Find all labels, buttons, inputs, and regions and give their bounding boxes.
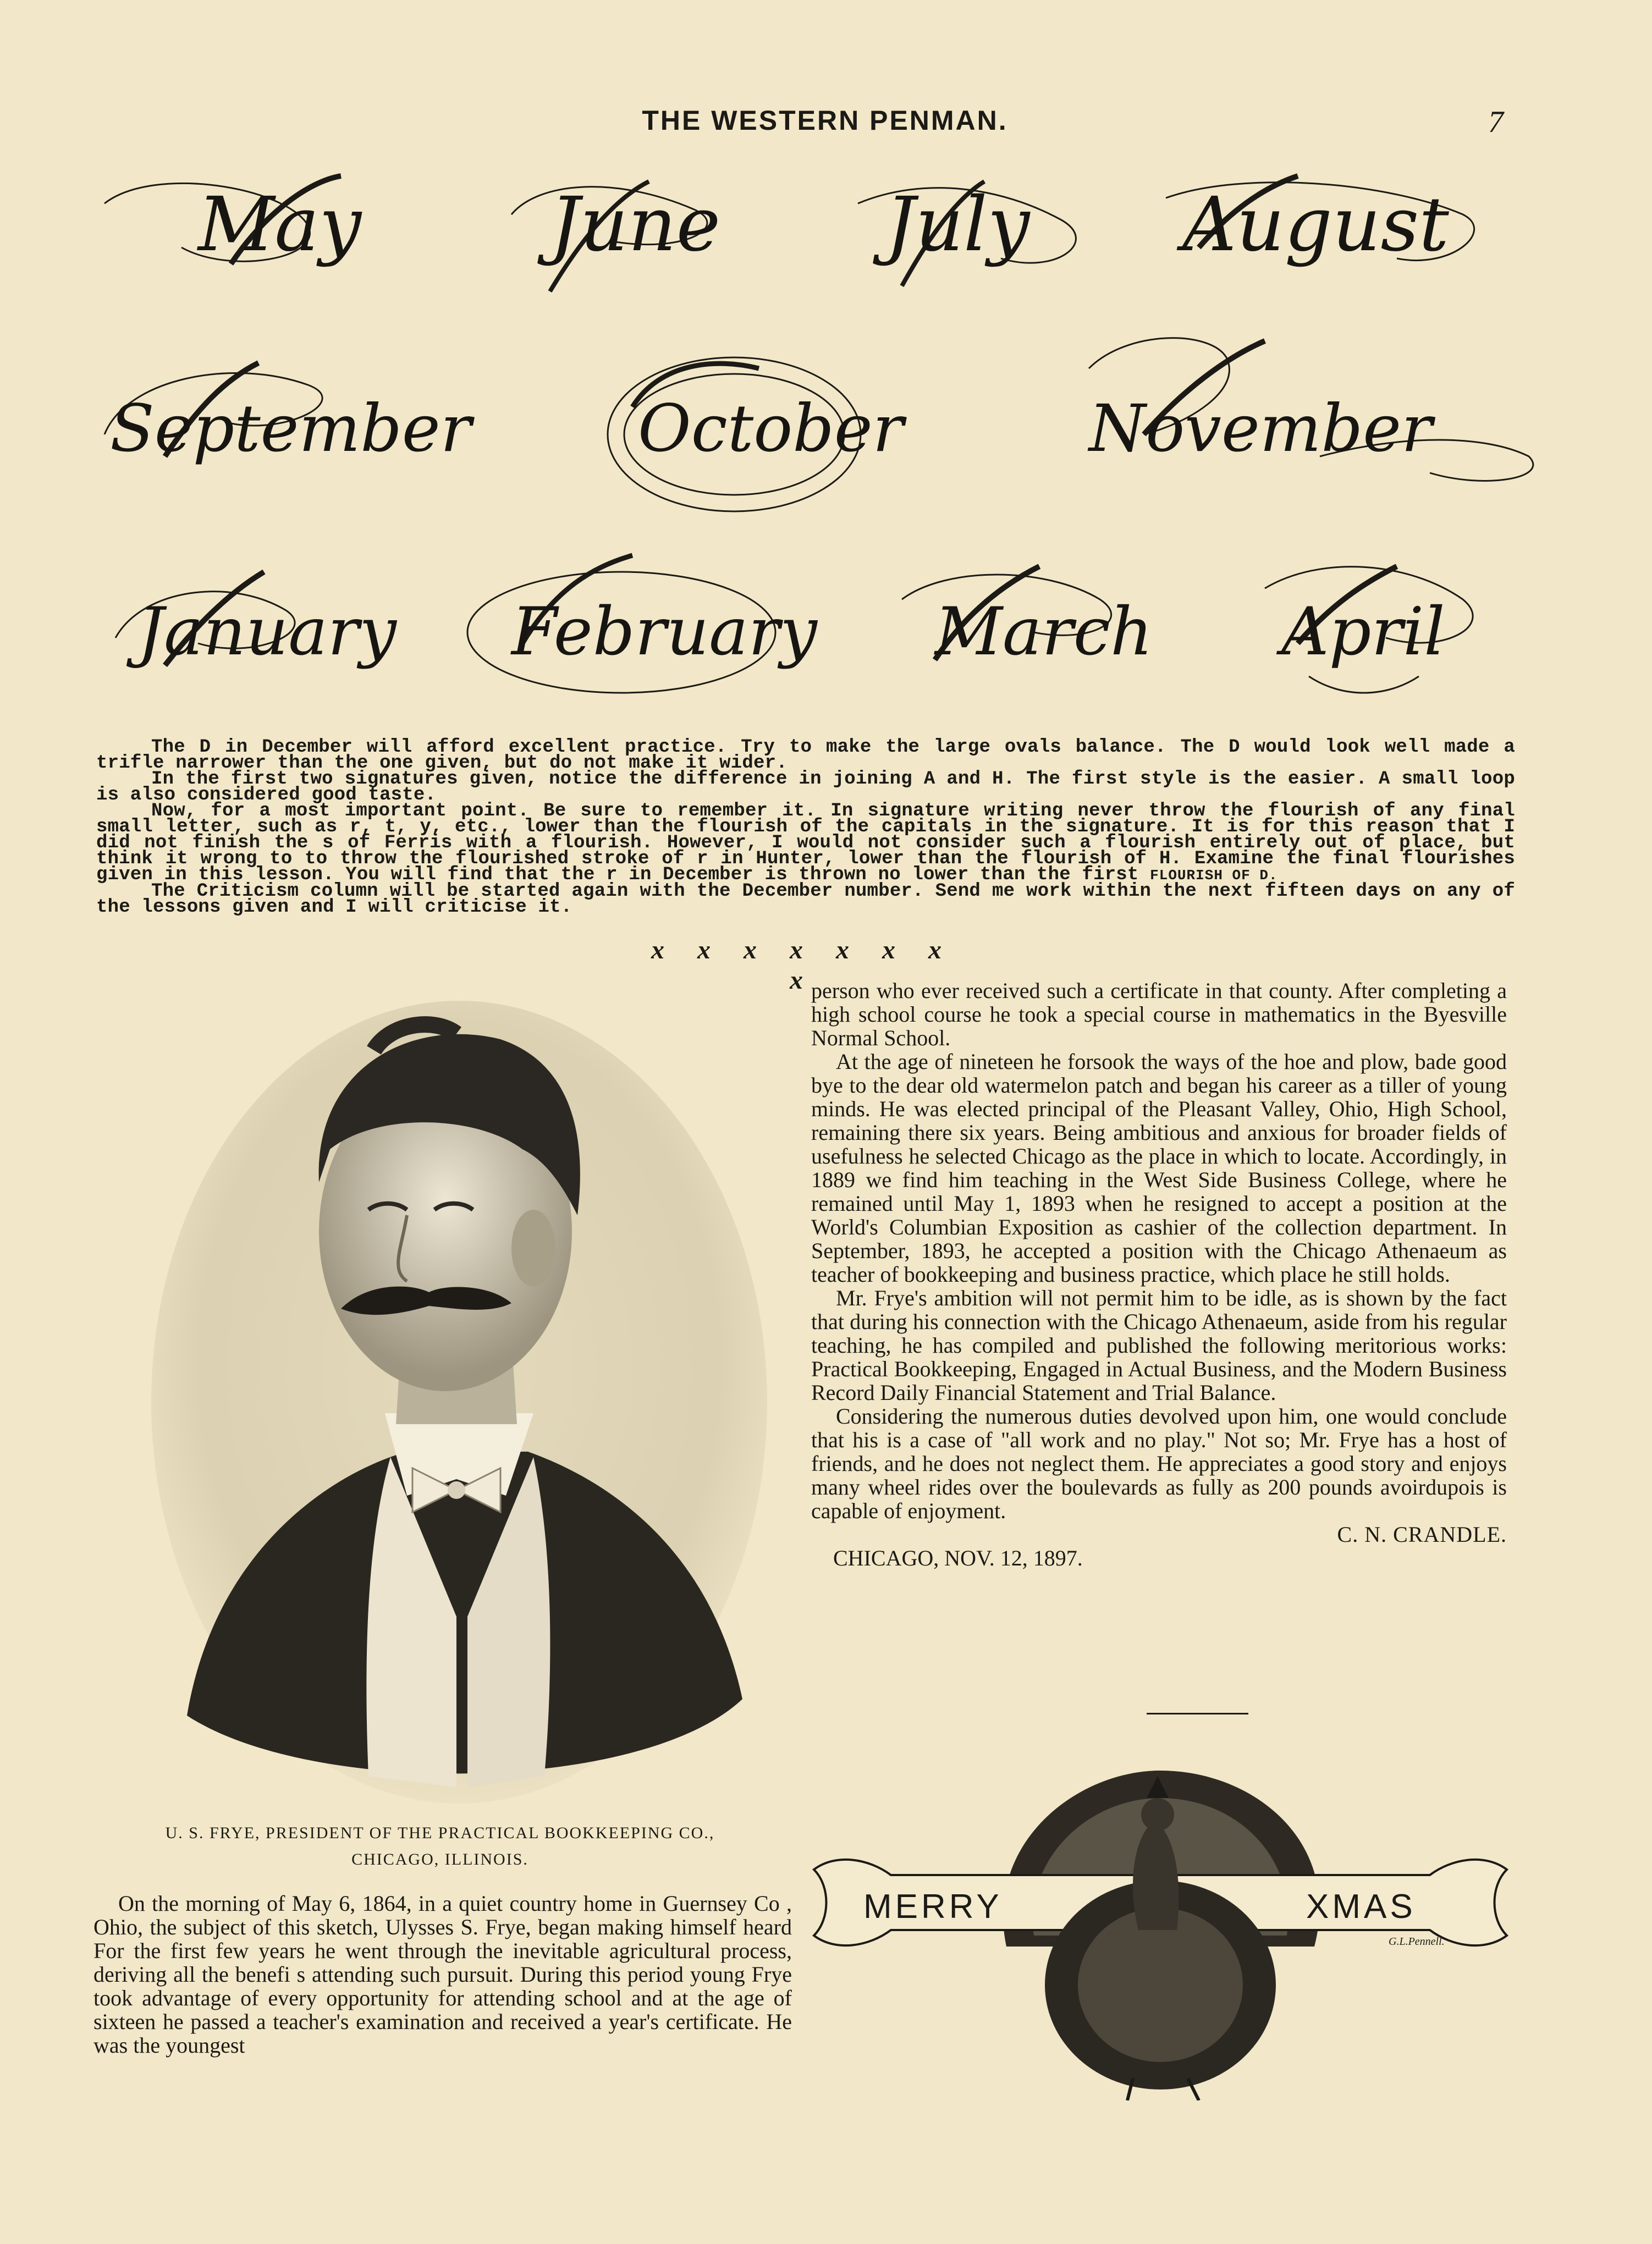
article-paragraph: Mr. Frye's ambition will not permit him to be idle, as is shown by the fact that during his connection with the Chicago Athenaeum, aside from his regular teaching, he has compiled and published the following meritorious works: Practical Bookkeeping, Engaged in Actual Business, and the Modern Business Record Daily Financial Statement and Trial Balance. — [811, 1286, 1507, 1405]
article-paragraph: Considering the numerous duties devolved upon him, one would conclude that his is a case of "all work and no play." Not so; Mr. Frye has a host of friends, and he does not neglect them. He appreciates a good story and enjoys many wheel rides over the boulevards as fully as 200 pounds avoirdupois is capable of enjoyment. — [811, 1404, 1507, 1523]
caption-line: CHICAGO, ILLINOIS. — [351, 1850, 528, 1868]
running-head: THE WESTERN PENMAN. — [642, 105, 1008, 136]
portrait-illustration — [148, 984, 770, 1804]
article-paragraph: On the morning of May 6, 1864, in a quiet country home in Guernsey Co , Ohio, the subject of this sketch, Ulysses S. Frye, began making himself heard For the first few years he went through the inevitable agricultural process, deriving all the benefi s attending such pursuit. During this period young Frye took advantage of every opportunity for attending school and at the age of sixteen he passed a teacher's examination and received a year's certificate. He was the youngest — [93, 1891, 792, 2058]
xmas-banner-text: XMAS — [1306, 1888, 1416, 1926]
month-may: May — [198, 181, 362, 268]
artist-signature: G.L.Pennell. — [1389, 1936, 1445, 1948]
lesson-paragraph: In the first two signatures given, notice the difference in joining A and H. The first style is the easier. A small loop is also considered good taste. — [96, 769, 1515, 806]
month-june: June — [550, 181, 721, 268]
month-april: April — [1281, 594, 1445, 670]
caption-line: U. S. FRYE, PRESIDENT OF THE PRACTICAL BOOKKEEPING CO., — [165, 1824, 715, 1842]
article-left-column — [93, 1892, 792, 2057]
month-october: October — [638, 390, 904, 466]
merry-banner-text: MERRY — [863, 1888, 1003, 1926]
lesson-paragraph: The D in December will afford excellent practice. Try to make the large ovals balance. The D would look well made a trifle narrower than the one given, but do not make it wider. — [96, 737, 1515, 774]
month-january: January — [137, 594, 397, 670]
month-july: July — [885, 181, 1030, 268]
portrait-caption — [93, 1820, 786, 1873]
article-paragraph: At the age of nineteen he forsook the ways of the hoe and plow, bade good bye to the dear old watermelon patch and began his career as a tiller of young minds. He was elected principal of the Pleasant Valley, Ohio, High School, remaining there six years. Being ambitious and anxious for broader fields of usefulness he selected Chicago as the place in which to locate. Accordingly, in 1889 we find him teaching in the West Side Business College, where he remained until May 1, 1893 when he resigned to accept a position at the World's Columbian Exposition as cashier of the collection department. In September, 1893, he accepted a position with the Chicago Athenaeum as teacher of bookkeeping and business practice, which place he still holds. — [811, 1049, 1507, 1287]
section-separator: x x x x x x x x — [651, 935, 955, 995]
script-months — [0, 148, 1652, 726]
month-march: March — [935, 594, 1153, 670]
page-number: 7 — [1488, 105, 1504, 139]
month-september: September — [110, 390, 472, 466]
month-august: August — [1182, 181, 1449, 268]
divider-rule — [1147, 1713, 1248, 1714]
lesson-small-caps: FLOURISH OF D. — [1150, 867, 1278, 884]
month-november: November — [1089, 390, 1433, 466]
lesson-text: Now, for a most important point. Be sure to remember it. In signature writing never throw the flourish of any final small letter, such as r, t, y, etc., lower than the flourish of the capitals in the signature. It is for this reason that I did not finish the s of Ferris with a flourish. However, I would not consider such a flourish entirely out of place, but think it wrong to to throw the flourished stroke of r in Hunter, lower than the flourish of H. Examine the final flourishes given in this lesson. You will find that the r in December is thrown no lower than the first — [96, 801, 1515, 885]
merry-xmas-illustration — [803, 1749, 1518, 2100]
article-author: C. N. CRANDLE. — [1337, 1522, 1507, 1547]
lesson-paragraph — [96, 803, 1515, 884]
article-paragraph: person who ever received such a certificate in that county. After completing a high school course he took a special course in mathematics in the Byesville Normal School. — [811, 978, 1507, 1050]
article-dateline: CHICAGO, NOV. 12, 1897. — [833, 1546, 1083, 1570]
portrait-photo — [148, 984, 770, 1804]
article-right-column — [811, 979, 1507, 1570]
month-february: February — [511, 594, 817, 670]
lesson-paragraph: The Criticism column will be started again with the December number. Send me work within the next fifteen days on any of the lessons given and I will criticise it. — [96, 881, 1515, 918]
lesson-notes — [96, 737, 1515, 918]
